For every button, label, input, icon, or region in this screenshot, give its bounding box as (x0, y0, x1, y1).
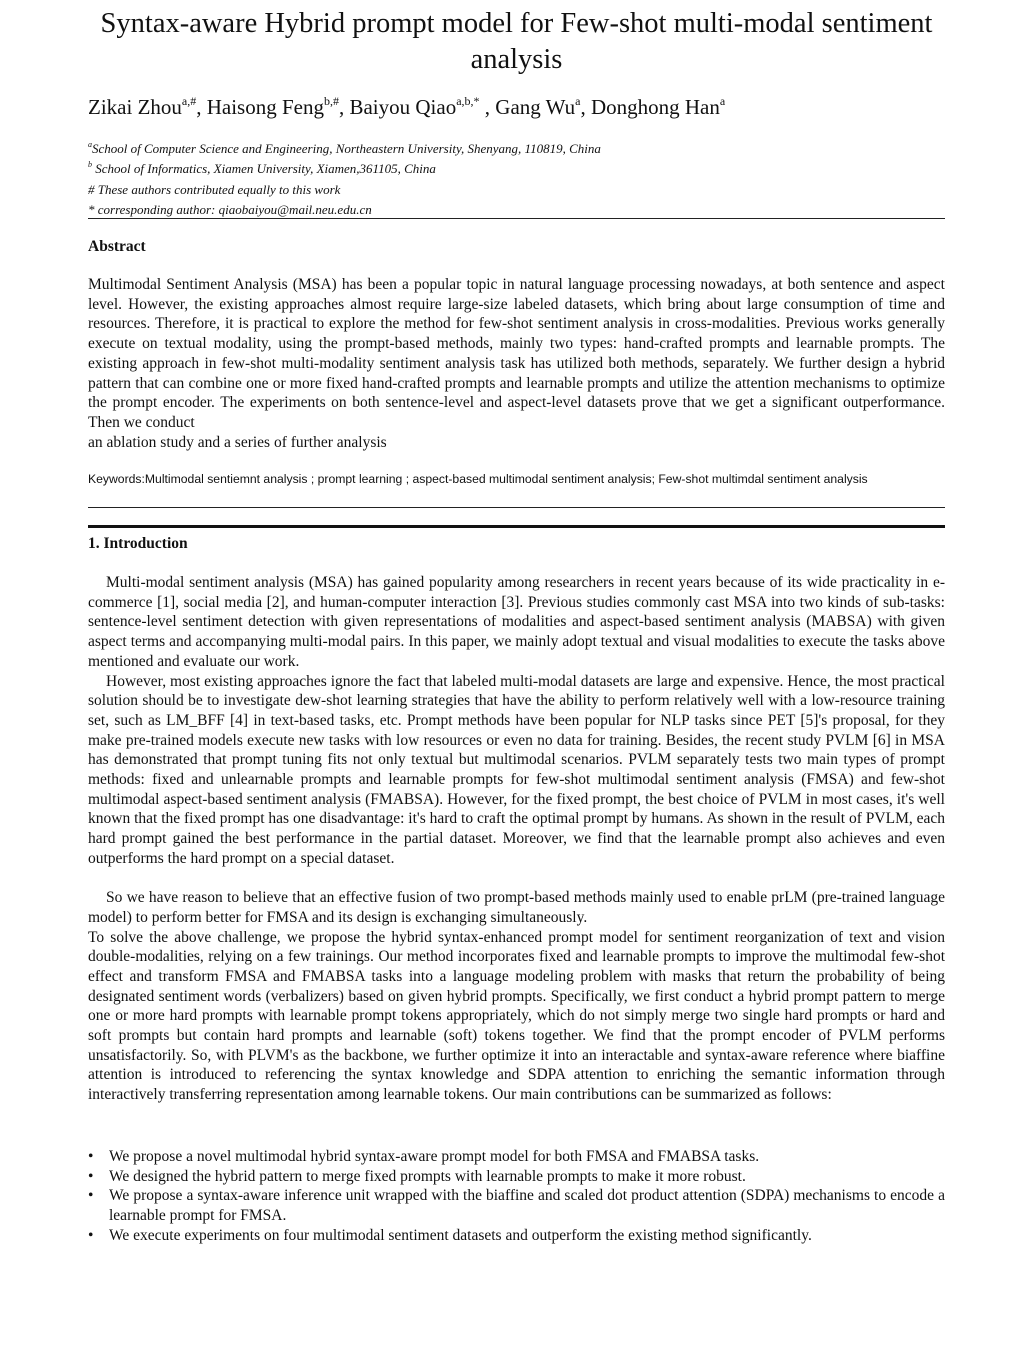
list-item (88, 1186, 945, 1225)
bullet-icon: • (88, 1148, 94, 1165)
list-item-text: We designed the hybrid pattern to merge fixed prompts with learnable prompts to make it more robust. (109, 1167, 746, 1185)
author-name: Haisong Feng (206, 95, 324, 119)
introduction-heading: 1. Introduction (88, 535, 188, 552)
list-item-text: We propose a novel multimodal hybrid syntax-aware prompt model for both FMSA and FMABSA tasks. (109, 1148, 760, 1165)
affiliation-a (88, 141, 601, 157)
intro-paragraph-3: So we have reason to believe that an effective fusion of two prompt-based methods mainly used to enable prLM (pre-trained language model) to perform better for FMSA and its design is exchanging simultaneously. (88, 889, 945, 926)
author-list: Zikai Zhou$^{a,\#}$, Haisong Feng$^{b,\#}$, Baiyou Qiao$^{a,b,*}$ , Gang Wu$^a$, Donghong Han$^a$ (88, 94, 726, 119)
author-affiliation-mark: b,# (323, 94, 339, 108)
intro-paragraph-4: To solve the above challenge, we propose the hybrid syntax-enhanced prompt model for sentiment reorganization of text and vision double-modalities, relying on a few trainings. Our method incorporates fixed and learnable prompts to improve the multimodal few-shot effect and transform FMSA and FMABSA tasks into a language modeling problem with masks that return the probability of being designated sentiment words (verbalizers) based on given hybrid prompts. Specifically, we first conduct a hybrid prompt pattern to merge one or more hard prompts with learnable prompt tokens appropriately, which do not simply merge two single hard prompts or hard and soft prompts but contain hard prompts and learnable (soft) tokens together. We find that the prompt encoder of PVLM performs unsatisfactorily. So, with PLVM's as the backbone, we further optimize it into an interactable and syntax-aware reference where biaffine attention is introduced to referencing the syntax knowledge and SDPA attention to enriching the semantic information through interactively transferring representation among learnable tokens. Our main contributions can be summarized as follows: (88, 928, 945, 1104)
author-affiliation-mark: a (719, 94, 726, 108)
affiliation-mark: b (88, 160, 92, 169)
affiliation-mark: a (88, 140, 92, 149)
keywords: Keywords:Multimodal sentiemnt analysis ; prompt learning ; aspect-based multimodal sentiment analysis; Few-shot multimdal sentiment analysis (88, 472, 868, 486)
abstract-body (88, 275, 945, 452)
abstract-heading: Abstract (88, 238, 146, 255)
abstract-text: Multimodal Sentiment Analysis (MSA) has been a popular topic in natural language processing nowadays, at both sentence and aspect level. However, the existing approaches almost require large-size labeled datasets, which bring about large consumption of time and resources. Therefore, it is practical to explore the method for few-shot sentiment analysis in cross-modalities. Previous works generally execute on textual modality, using the prompt-based methods, mainly two types: hand-crafted prompts and learnable prompts. The existing approach in few-shot multi-modality sentiment analysis task has utilized both methods, separately. We further design a hybrid pattern that can combine one or more fixed hand-crafted prompts and learnable prompts and utilize the attention mechanisms to optimize the prompt encoder. The experiments on both sentence-level and aspect-level datasets prove that we get a significant outperformance. Then we conduct (88, 276, 945, 431)
contributions-list (88, 1147, 945, 1246)
bullet-icon: • (88, 1226, 94, 1244)
equal-contribution-note: # These authors contributed equally to this work (88, 182, 341, 197)
list-item-text: We execute experiments on four multimodal sentiment datasets and outperform the existing method significantly. (109, 1226, 812, 1244)
author-affiliation-mark: a (575, 94, 581, 108)
intro-paragraph-1: Multi-modal sentiment analysis (MSA) has gained popularity among researchers in recent years because of its wide practicality in e-commerce [1], social media [2], and human-computer interaction [3]. Previous studies commonly cast MSA into two kinds of sub-tasks: sentence-level sentiment detection with given representations of modalities and aspect-based sentiment analysis (MABSA) with given aspect terms and accompanying multi-modal pairs. In this paper, we mainly adopt textual and visual modalities to execute the tasks above mentioned and evaluate our work. (88, 574, 945, 670)
bullet-icon: • (88, 1187, 94, 1205)
author-affiliation-mark: a,b,* (456, 94, 480, 108)
intro-paragraph-2: However, most existing approaches ignore the fact that labeled multi-modal datasets are large and expensive. Hence, the most practical solution should be to investigate dew-shot learning strategies that have the ability to perform relatively well with a low-resource training set, such as LM_BFF [4] in text-based tasks, etc. Prompt methods have been popular for NLP tasks since PET [5]'s proposal, for they make pre-trained models execute new tasks with low resources or even no data for training. Besides, the recent study PVLM [6] in MSA has demonstrated that prompt tuning fits not only textual but multimodal scenarios. PVLM separately tests two main types of prompt methods: fixed and unlearnable prompts and learnable prompts for few-shot multimodal sentiment analysis (FMSA) and few-shot multimodal aspect-based sentiment analysis (FMABSA). However, for the fixed prompt, the best choice of PVLM in most cases, it's well known that the fixed prompt has one disadvantage: it's hard to craft the optimal prompt by humans. As shown in the result of PVLM, each hard prompt gained the best performance in the partial dataset. Moreover, we find that the learnable prompt also achieves and even outperforms the hard prompt on a special dataset. (88, 672, 945, 867)
list-item-text: We propose a syntax-aware inference unit wrapped with the biaffine and scaled dot product attention (SDPA) mechanisms to encode a learnable prompt for FMSA. (109, 1187, 945, 1225)
list-item (88, 1167, 945, 1187)
header-divider (88, 218, 945, 219)
affiliation-text: School of Informatics, Xiamen University, Xiamen,361105, China (92, 161, 436, 176)
corresponding-author-note: * corresponding author: qiaobaiyou@mail.neu.edu.cn (88, 202, 372, 217)
list-item (88, 1147, 945, 1167)
affiliation-text: School of Computer Science and Engineering, Northeastern University, Shenyang, 110819, China (92, 141, 601, 156)
affiliation-b (88, 161, 436, 177)
list-item (88, 1226, 945, 1246)
author-name: Donghong Han (590, 95, 720, 119)
author-name: Baiyou Qiao (349, 95, 457, 119)
paper-title: Syntax-aware Hybrid prompt model for Few-shot multi-modal sentiment analysis (100, 8, 933, 75)
author-affiliation-mark: a,# (181, 94, 197, 108)
author-name: Gang Wu (495, 95, 576, 119)
author-name: Zikai Zhou (88, 95, 182, 119)
bullet-icon: • (88, 1167, 94, 1185)
keywords-divider (88, 507, 945, 508)
section-divider (88, 525, 945, 528)
abstract-text-tail: an ablation study and a series of further analysis (88, 433, 387, 451)
